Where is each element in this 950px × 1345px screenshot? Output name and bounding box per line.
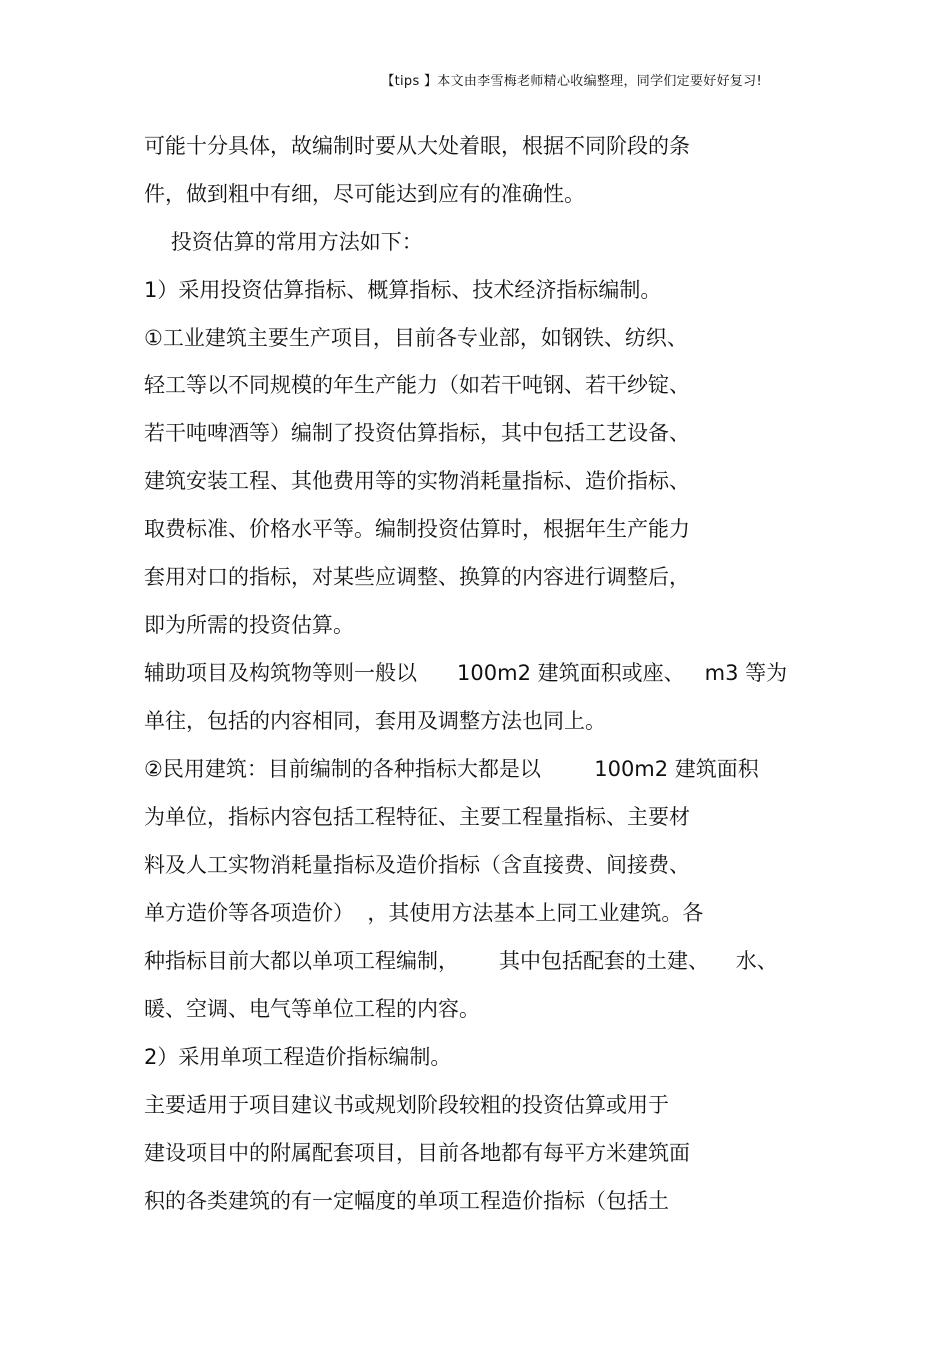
body-line: ②民用建筑：目前编制的各种指标大都是以 100m2 建筑面积 (144, 757, 759, 781)
body-line: 料及人工实物消耗量指标及造价指标（含直接费、间接费、 (144, 853, 690, 877)
body-line: 建筑安装工程、其他费用等的实物消耗量指标、造价指标、 (144, 469, 690, 493)
body-line: 2）采用单项工程造价指标编制。 (144, 1045, 452, 1069)
tips-header-note: 【tips 】本文由李雪梅老师精心收编整理，同学们定要好好复习! (381, 74, 762, 89)
body-line: 套用对口的指标，对某些应调整、换算的内容进行调整后， (144, 565, 690, 589)
body-line: 件，做到粗中有细，尽可能达到应有的准确性。 (144, 182, 585, 206)
body-line: 主要适用于项目建议书或规划阶段较粗的投资估算或用于 (144, 1093, 669, 1117)
body-line: ①工业建筑主要生产项目，目前各专业部，如钢铁、纺织、 (144, 326, 688, 350)
body-line: 辅助项目及构筑物等则一般以 100m2 建筑面积或座、 m3 等为 (144, 661, 788, 685)
body-line: 投资估算的常用方法如下： (144, 230, 423, 254)
body-line: 可能十分具体，故编制时要从大处着眼，根据不同阶段的条 (144, 134, 690, 158)
body-line: 建设项目中的附属配套项目，目前各地都有每平方米建筑面 (144, 1141, 690, 1165)
body-line: 轻工等以不同规模的年生产能力（如若干吨钢、若干纱锭、 (144, 373, 690, 397)
body-line: 若干吨啤酒等）编制了投资估算指标，其中包括工艺设备、 (144, 421, 690, 445)
body-line: 1）采用投资估算指标、概算指标、技术经济指标编制。 (144, 278, 662, 302)
body-line: 即为所需的投资估算。 (144, 613, 354, 637)
body-line: 为单位，指标内容包括工程特征、主要工程量指标、主要材 (144, 805, 690, 829)
body-line: 取费标准、价格水平等。编制投资估算时，根据年生产能力 (144, 517, 690, 541)
body-line: 单方造价等各项造价） ，其使用方法基本上同工业建筑。各 (144, 901, 704, 925)
body-line: 单往，包括的内容相同，套用及调整方法也同上。 (144, 709, 606, 733)
body-line: 暖、空调、电气等单位工程的内容。 (144, 997, 480, 1021)
body-line: 种指标目前大都以单项工程编制， 其中包括配套的土建、 水、 (144, 949, 778, 973)
body-line: 积的各类建筑的有一定幅度的单项工程造价指标（包括土 (144, 1189, 669, 1213)
